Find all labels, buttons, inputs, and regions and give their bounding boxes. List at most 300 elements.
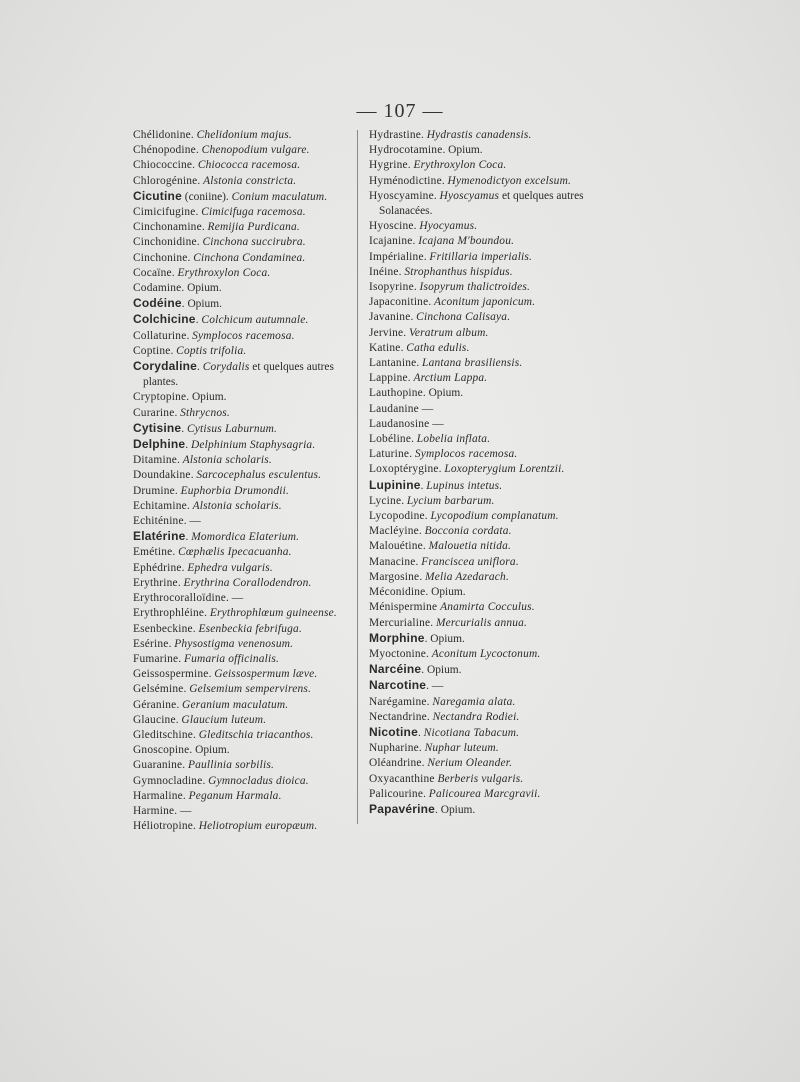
entry-separator: . [197, 174, 204, 187]
entry-separator: . [409, 448, 415, 461]
alkaloid-name: Javanine [369, 311, 411, 324]
alkaloid-entry [133, 296, 351, 312]
entry-separator: . [413, 281, 420, 294]
entry-separator: . [424, 510, 431, 523]
plant-source: Sarcocephalus esculentus. [196, 469, 322, 482]
alkaloid-entry [369, 741, 594, 756]
entry-separator: . [420, 129, 427, 141]
alkaloid-name: Gymnocladine [133, 774, 203, 787]
alkaloid-name: Lantanine [369, 357, 417, 370]
alkaloid-name: Codamine [133, 282, 182, 295]
entry-separator: . [181, 561, 188, 574]
plant-source: Arctium Lappa. [413, 372, 488, 385]
alkaloid-name: Ephédrine [133, 561, 182, 574]
plant-source: Hymenodictyon excelsum. [447, 174, 572, 187]
plant-source: Esenbeckia febrifuga. [198, 622, 302, 635]
entry-separator: . [412, 235, 419, 248]
plant-source: Nuphar luteum. [424, 742, 499, 755]
alkaloid-name: Cytisine [133, 420, 182, 435]
plant-source: Lantana brasiliensis. [422, 357, 523, 370]
alkaloid-name: Ditamine [133, 454, 177, 467]
entry-separator: . [403, 326, 409, 339]
plant-source: Geranium maculatum. [182, 698, 289, 711]
plant-source: Cinchona Condaminea. [193, 251, 306, 264]
alkaloid-name: Laudanosine [369, 417, 430, 430]
plant-source: Conium maculatum. [231, 190, 328, 203]
entry-separator: . Opium. [425, 586, 466, 599]
alkaloid-entry [133, 484, 351, 499]
plant-source: Hydrastis canadensis. [426, 129, 532, 141]
alkaloid-name: Erythrophléine [133, 607, 205, 620]
alkaloid-entry [369, 600, 594, 615]
entry-separator: . — [226, 592, 244, 605]
plant-source: Aconitum Lycoctonum. [431, 647, 541, 660]
alkaloid-name: Esenbeckine [133, 622, 193, 635]
alkaloid-entry [133, 174, 351, 189]
plant-source: Euphorbia Drumondii. [180, 484, 290, 497]
entry-separator: . [186, 499, 193, 512]
plant-source: Berberis vulgaris. [437, 772, 524, 785]
alkaloid-entry [369, 219, 594, 234]
alkaloid-name: Icajanine [369, 235, 413, 248]
alkaloid-entry [369, 356, 594, 371]
plant-source: Naregamia alata. [432, 695, 516, 708]
source-note: et quelques autres Solanacées. [379, 189, 584, 218]
alkaloid-entry [369, 143, 594, 158]
alkaloid-entry [133, 468, 351, 483]
alkaloid-name: Hyoscine [369, 220, 414, 233]
alkaloid-entry [369, 280, 594, 295]
plant-source: Erythroxylon Coca. [413, 159, 507, 172]
entry-separator: . Opium. [189, 744, 230, 757]
alkaloid-entry [133, 529, 351, 545]
plant-source: Malouetia nitida. [428, 540, 512, 553]
entry-separator: . [201, 221, 208, 234]
alkaloid-entry [369, 478, 594, 494]
plant-source: Erythroxylon Coca. [177, 266, 271, 279]
entry-separator: . [177, 454, 183, 467]
plant-source: Delphinium Staphysagria. [190, 439, 316, 452]
alkaloid-entry [369, 539, 594, 554]
entry-separator: . [422, 540, 429, 553]
alkaloid-entry [369, 128, 594, 143]
alkaloid-name: Manacine [369, 555, 416, 568]
alkaloid-name: Delphine [133, 437, 186, 452]
plant-source: Fritillaria imperialis. [429, 250, 533, 263]
plant-source: Cinchona succirubra. [202, 236, 306, 249]
alkaloid-entry [369, 678, 594, 694]
entry-separator: . [185, 531, 192, 544]
alkaloid-name: Oxyacanthine [369, 772, 435, 785]
plant-source: Nectandra Rodiei. [432, 710, 520, 723]
alkaloid-name: Chlorogénine [133, 174, 198, 187]
alkaloid-entry [369, 341, 594, 356]
entry-separator: . — [426, 680, 444, 693]
alkaloid-entry [133, 774, 351, 789]
entry-separator: . [417, 726, 424, 739]
alkaloid-entry [369, 402, 594, 417]
entry-separator: . [177, 576, 184, 589]
entry-separator: . [195, 314, 202, 327]
entry-separator: . [413, 220, 420, 233]
entry-separator: . [426, 710, 433, 723]
plant-source: Veratrum album. [409, 326, 489, 339]
alkaloid-name: Lycopodine [369, 510, 425, 523]
plant-source: Erythrophlœum guineense. [209, 607, 337, 620]
plant-source: Palicourea Marcgravii. [428, 787, 541, 800]
plant-source: Coptis trifolia. [176, 344, 247, 357]
plant-source: Hyocyamus. [419, 220, 478, 233]
alkaloid-name: Cinchonidine [133, 236, 197, 249]
alkaloid-entry [133, 189, 351, 205]
alkaloid-entry [133, 235, 351, 250]
alkaloid-name: Narcéine [369, 662, 422, 677]
alkaloid-name: Héliotropine [133, 820, 193, 833]
alkaloid-entry [369, 756, 594, 771]
plant-source: Cinchona Calisaya. [416, 311, 511, 324]
alkaloid-entry [369, 710, 594, 725]
entry-separator: . [174, 406, 181, 419]
alkaloid-name: Drumine [133, 484, 175, 497]
alkaloid-name: Cryptopine [133, 391, 187, 404]
alkaloid-entry [369, 570, 594, 585]
alkaloid-name: Chiococcine [133, 159, 193, 172]
entry-separator: . [171, 266, 178, 279]
alkaloid-name: Collaturine [133, 329, 187, 342]
alkaloid-entry [133, 281, 351, 296]
page-number: — 107 — [356, 100, 444, 122]
alkaloid-entry [133, 819, 351, 834]
entry-separator: . [415, 555, 422, 568]
alkaloid-name: Codéine [133, 296, 182, 311]
plant-source: Lycium barbarum. [406, 494, 495, 507]
plant-source: Melia Azedarach. [425, 570, 509, 583]
entry-separator: . [190, 129, 197, 141]
alkaloid-entry [369, 265, 594, 280]
alkaloid-entry [369, 234, 594, 249]
plant-source: Corydalis [202, 361, 250, 374]
entry-separator: — [418, 402, 434, 415]
alkaloid-name: Hydrocotamine [369, 144, 443, 157]
plant-source: Erythrina Corallodendron. [183, 576, 312, 589]
entry-separator: . [185, 439, 191, 452]
alkaloid-entry [133, 437, 351, 453]
alkaloid-entry [369, 417, 594, 432]
alkaloid-name: Méconidine [369, 586, 426, 599]
alkaloid-entry [133, 591, 351, 606]
alkaloid-entry [369, 631, 594, 647]
alkaloid-name: Palicourine [369, 787, 424, 800]
entry-separator: . Opium. [435, 803, 476, 816]
alkaloid-name: Emétine [133, 546, 173, 559]
alkaloid-name: Geissospermine [133, 668, 209, 681]
alkaloid-name: Chélidonine [133, 129, 191, 141]
plant-source: Heliotropium europæum. [198, 820, 318, 833]
alkaloid-entry [133, 344, 351, 359]
plant-source: Geissospermum læve. [214, 668, 318, 681]
alkaloid-name: Nicotine [369, 724, 418, 739]
alkaloid-entry [369, 432, 594, 447]
alkaloid-name: Inéine [369, 265, 399, 278]
alkaloid-entry [369, 371, 594, 386]
alkaloid-entry [133, 312, 351, 328]
alkaloid-entry [369, 802, 594, 818]
entry-separator: . Opium. [181, 298, 222, 311]
entry-separator: . [197, 361, 203, 374]
alkaloid-entry [369, 725, 594, 741]
entry-separator: . Opium. [442, 144, 483, 157]
entry-separator: . Opium. [186, 391, 227, 404]
entry-separator: . [187, 251, 194, 264]
plant-source: Glaucium luteum. [181, 713, 267, 726]
alkaloid-name: Katine [369, 341, 401, 354]
plant-source: Colchicum autumnale. [201, 314, 309, 327]
alkaloid-entry [369, 616, 594, 631]
alkaloid-name: Lobéline [369, 433, 412, 446]
entry-separator: . [418, 525, 425, 538]
plant-source: Paullinia sorbilis. [187, 759, 275, 772]
alkaloid-entry [133, 682, 351, 697]
entry-separator: . [421, 757, 428, 770]
alkaloid-name: Oléandrine [369, 757, 422, 770]
entry-separator: . [398, 265, 405, 278]
alkaloid-entry [133, 713, 351, 728]
entry-separator: . [420, 479, 427, 492]
entry-separator: . [182, 789, 189, 802]
entry-separator: . [174, 484, 181, 497]
entry-separator: . [418, 742, 425, 755]
plant-source: Strophanthus hispidus. [404, 265, 513, 278]
entry-separator: . [176, 698, 183, 711]
alkaloid-entry [369, 494, 594, 509]
plant-source: Nicotiana Tabacum. [423, 726, 520, 739]
alkaloid-name: Doundakine [133, 469, 191, 482]
plant-source: Symplocos racemosa. [414, 448, 518, 461]
entry-separator: . [208, 668, 215, 681]
alkaloid-name: Cocaïne [133, 266, 172, 279]
entry-separator: . [172, 546, 179, 559]
plant-source: Cimicifuga racemosa. [201, 206, 306, 219]
plant-source: Fumaria officinalis. [183, 652, 280, 665]
alkaloid-name: Cinchonine [133, 251, 188, 264]
alkaloid-entry [133, 205, 351, 220]
alkaloid-name: Coptine [133, 344, 171, 357]
entry-separator: . [196, 236, 203, 249]
right-column [369, 128, 594, 818]
plant-source: Nerium Oleander. [427, 757, 513, 770]
plant-source: Gymnocladus dioica. [208, 774, 309, 787]
plant-source: Peganum Harmala. [188, 789, 282, 802]
alkaloid-entry [133, 406, 351, 421]
alkaloid-entry [369, 585, 594, 600]
alkaloid-entry [133, 637, 351, 652]
alkaloid-name: Ménispermine [369, 601, 438, 614]
alkaloid-entry [133, 329, 351, 344]
alkaloid-name: Narégamine [369, 695, 427, 708]
alkaloid-name: Margosine [369, 570, 420, 583]
left-column [133, 128, 351, 834]
entry-separator: . [175, 713, 182, 726]
alkaloid-entry [369, 695, 594, 710]
plant-source: Symplocos racemosa. [192, 329, 295, 342]
entry-separator: . Opium. [422, 387, 464, 400]
alkaloid-entry [133, 545, 351, 560]
alkaloid-entry [369, 555, 594, 570]
alkaloid-name: Lappine [369, 372, 408, 385]
entry-separator: . [204, 607, 210, 620]
alkaloid-entry [133, 266, 351, 281]
alkaloid-name: Nectandrine [369, 710, 427, 723]
alkaloid-entry [133, 606, 351, 621]
entry-separator: . [192, 622, 199, 635]
alkaloid-name: Gleditschine [133, 728, 193, 741]
alkaloid-entry [133, 514, 351, 529]
entry-separator: . [400, 341, 407, 354]
source-note: et quelques autres plantes. [143, 361, 334, 389]
alkaloid-entry [133, 743, 351, 758]
plant-source: Remijia Purdicana. [207, 221, 300, 234]
entry-separator: . [419, 570, 426, 583]
entry-separator: . [433, 189, 440, 202]
alkaloid-name: Fumarine [133, 652, 179, 665]
alkaloid-entry [369, 524, 594, 539]
alkaloid-entry [133, 667, 351, 682]
entry-separator: . Opium. [421, 664, 462, 677]
alkaloid-name: Narcotine [369, 678, 427, 693]
alkaloid-name: Jervine [369, 326, 404, 339]
alkaloid-entry [369, 295, 594, 310]
plant-source: Lupinus intetus. [426, 479, 503, 492]
alkaloid-entry [369, 772, 594, 787]
alkaloid-entry [133, 251, 351, 266]
alkaloid-name: Elatérine [133, 529, 186, 544]
alkaloid-name: Macléyine [369, 525, 419, 538]
entry-separator: . [401, 494, 407, 507]
alkaloid-name: Isopyrine [369, 281, 414, 294]
alkaloid-name: Laudanine [369, 402, 419, 415]
alkaloid-name: Colchicine [133, 312, 196, 327]
plant-source: Aconitum japonicum. [434, 296, 536, 309]
alkaloid-name: Echiténine [133, 515, 184, 528]
plant-source: Loxopterygium Lorentzii. [444, 463, 565, 476]
alkaloid-entry [133, 158, 351, 173]
alkaloid-name: Impérialine [369, 250, 424, 263]
plant-source: Cœphælis Ipecacuanha. [178, 546, 292, 559]
entry-separator: . [192, 159, 198, 172]
alkaloid-name: Curarine [133, 406, 175, 419]
entry-separator: . Opium. [424, 632, 465, 645]
entry-separator: . [411, 433, 417, 446]
alkaloid-entry [133, 758, 351, 773]
entry-separator: . [430, 616, 436, 629]
plant-source: Chelidonium majus. [196, 129, 292, 141]
alkaloid-entry [369, 174, 594, 189]
plant-source: Catha edulis. [406, 341, 470, 354]
entry-separator: . [410, 311, 417, 324]
alkaloid-name: Echitamine [133, 499, 187, 512]
alkaloid-entry [369, 386, 594, 401]
alkaloid-entry [369, 189, 594, 219]
alkaloid-entry [369, 787, 594, 802]
entry-separator: . [170, 344, 177, 357]
entry-separator: . [195, 144, 202, 157]
alkaloid-name: Hyménodictine [369, 174, 442, 187]
plant-source: Bocconia cordata. [424, 525, 512, 538]
alkaloid-name: Nupharine [369, 742, 419, 755]
alkaloid-entry [133, 698, 351, 713]
plant-source: Lycopodium complanatum. [430, 510, 559, 523]
alkaloid-entry [133, 652, 351, 667]
plant-source: Alstonia constricta. [203, 174, 297, 187]
alkaloid-name: Chénopodine [133, 144, 196, 157]
alkaloid-entry [133, 622, 351, 637]
alkaloid-name: Glaucine [133, 713, 176, 726]
entry-separator: . [423, 787, 429, 800]
alkaloid-name: Japaconitine [369, 296, 429, 309]
entry-separator: . [426, 647, 432, 660]
alkaloid-entry [369, 310, 594, 325]
plant-source: Alstonia scholaris. [182, 454, 272, 467]
entry-separator: . Opium. [181, 282, 222, 295]
plant-source: Physostigma venenosum. [174, 637, 294, 650]
alkaloid-name: Gelsémine [133, 683, 184, 696]
alkaloid-entry [133, 220, 351, 235]
plant-source: Lobelia inflata. [416, 433, 491, 446]
alkaloid-name: Erythrine [133, 576, 178, 589]
alkaloid-entry [369, 462, 594, 477]
entry-separator: . [186, 329, 193, 342]
alkaloid-name: Géranine [133, 698, 177, 711]
alkaloid-entry [133, 390, 351, 405]
alkaloid-entry [133, 561, 351, 576]
entry-separator: . [178, 652, 184, 665]
alkaloid-name: Mercurialine [369, 616, 431, 629]
alkaloid-name: Corydaline [133, 359, 198, 374]
entry-separator: . [182, 759, 188, 772]
plant-source: Anamirta Cocculus. [440, 601, 535, 614]
alkaloid-entry [133, 453, 351, 468]
alkaloid-name: Malouétine [369, 540, 423, 553]
entry-separator: . [183, 683, 190, 696]
alkaloid-name: Erythrocoralloïdine [133, 592, 226, 605]
alkaloid-name: Loxoptérygine [369, 463, 439, 476]
plant-source: Icajana M'boundou. [418, 235, 515, 248]
plant-source: Momordica Elaterium. [191, 531, 300, 544]
alkaloid-name: Papavérine [369, 801, 436, 816]
plant-source: Sthrycnos. [180, 406, 230, 419]
alkaloid-entry [369, 662, 594, 678]
alkaloid-entry [369, 250, 594, 265]
alkaloid-entry [133, 143, 351, 158]
entry-separator: — [429, 417, 444, 430]
plant-source: Alstonia scholaris. [192, 499, 282, 512]
alkaloid-name: Guaranine [133, 759, 183, 772]
plant-source: Chenopodium vulgare. [201, 144, 310, 157]
alkaloid-name: Cinchonamine [133, 221, 202, 234]
alkaloid-entry [369, 158, 594, 173]
plant-source: Chiococca racemosa. [197, 159, 301, 172]
plant-source: Gelsemium sempervirens. [189, 683, 312, 696]
entry-separator: . [195, 206, 202, 219]
alkaloid-name: Harmine [133, 804, 175, 817]
alkaloid-name: Laturine [369, 448, 410, 461]
plant-source: Hyoscyamus [439, 189, 500, 202]
entry-separator: . [190, 469, 197, 482]
alkaloid-entry [133, 128, 351, 143]
alkaloid-name: Hygrine [369, 159, 408, 172]
entry-separator: . [181, 422, 187, 435]
entry-separator: . [423, 250, 430, 263]
